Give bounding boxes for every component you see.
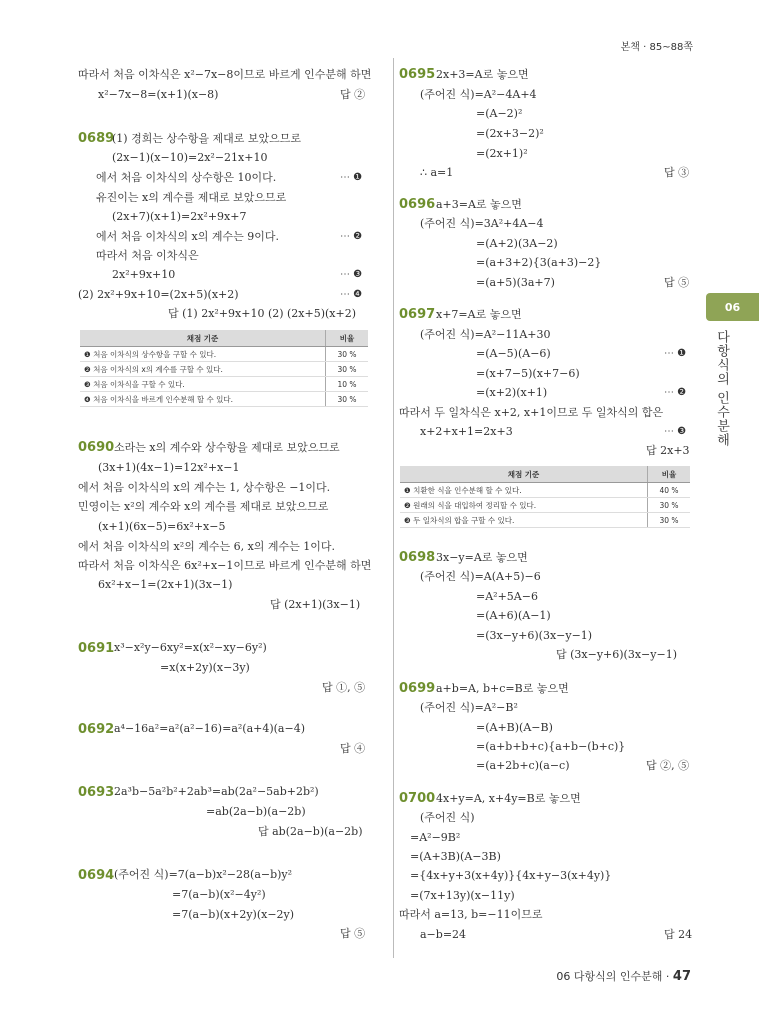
problem-number-0690: 0690	[78, 440, 115, 455]
table-header-criteria: 채점 기준	[80, 330, 326, 347]
p0691-line-2: =x(x+2y)(x−3y)	[160, 661, 250, 674]
p0689-answer: 답 (1) 2x²+9x+10 (2) (2x+5)(x+2)	[168, 307, 357, 320]
p0696-line-1: (주어진 식)=3A²+4A−4	[420, 217, 544, 230]
p0689-scoring-table	[80, 330, 368, 407]
p0689-marker-1: ⋯ ❶	[340, 172, 363, 183]
column-divider	[393, 58, 394, 958]
p0690-line-1: 소라는 x의 계수와 상수항을 제대로 보았으므로	[114, 441, 340, 454]
table-header-ratio: 비율	[648, 466, 691, 483]
p0690-answer: 답 (2x+1)(3x−1)	[270, 598, 361, 611]
p0700-line-3: =(A+3B)(A−3B)	[410, 850, 501, 863]
p0700-line-0: 4x+y=A, x+4y=B로 놓으면	[436, 792, 581, 805]
p0689-line-3: 에서 처음 이차식의 상수항은 10이다.	[96, 171, 277, 184]
p0691-answer: 답 ①, ⑤	[322, 681, 366, 694]
problem-number-0697: 0697	[399, 307, 436, 322]
problem-number-0698: 0698	[399, 550, 436, 565]
p0696-line-3: =(a+3+2){3(a+3)−2}	[476, 256, 602, 269]
p0697-answer: 답 2x+3	[646, 444, 690, 457]
p0690-line-4: 민영이는 x²의 계수와 x의 계수를 제대로 보았으므로	[78, 500, 329, 513]
problem-number-0694: 0694	[78, 868, 115, 883]
p0697-scoring-table	[400, 466, 690, 528]
p0699-answer: 답 ②, ⑤	[646, 759, 690, 772]
p0689-marker-2: ⋯ ❷	[340, 231, 363, 242]
problem-number-0693: 0693	[78, 785, 115, 800]
page-footer	[556, 968, 691, 984]
p0690-line-7: 따라서 처음 이차식은 6x²+x−1이므로 바르게 인수분해 하면	[78, 559, 372, 572]
p0689-line-2: (2x−1)(x−10)=2x²−21x+10	[112, 151, 268, 164]
p0692-line-1: a⁴−16a²=a²(a²−16)=a²(a+4)(a−4)	[114, 722, 305, 735]
chapter-title: 다항식의 인수분해	[714, 330, 729, 448]
p0699-line-4: =(a+2b+c)(a−c)	[476, 759, 570, 772]
p0694-answer: 답 ⑤	[340, 927, 366, 940]
p0689-line-4: 유진이는 x의 계수를 제대로 보았으므로	[96, 191, 287, 204]
p0696-line-4: =(a+5)(3a+7)	[476, 276, 555, 289]
p0690-line-2: (3x+1)(4x−1)=12x²+x−1	[98, 461, 240, 474]
p0689-marker-4: ⋯ ❹	[340, 289, 363, 300]
p0699-line-3: =(a+b+b+c){a+b−(b+c)}	[476, 740, 626, 753]
p0695-line-4: =(2x+1)²	[476, 147, 528, 160]
table-row: ❶ 치환한 식을 인수분해 할 수 있다. 40 %	[400, 483, 690, 498]
intro-line-2: x²−7x−8=(x+1)(x−8)	[98, 88, 219, 101]
footer-label: 06 다항식의 인수분해 ·	[556, 970, 670, 983]
p0695-line-2: =(A−2)²	[476, 107, 523, 120]
table-row: ❶ 처음 이차식의 상수항을 구할 수 있다. 30 %	[80, 347, 368, 362]
p0696-line-0: a+3=A로 놓으면	[436, 198, 522, 211]
p0691-line-1: x³−x²y−6xy²=x(x²−xy−6y²)	[114, 641, 267, 654]
p0692-answer: 답 ④	[340, 742, 366, 755]
p0700-line-7: a−b=24	[420, 928, 467, 941]
p0699-line-2: =(A+B)(A−B)	[476, 721, 553, 734]
problem-number-0696: 0696	[399, 197, 436, 212]
p0689-line-7: 따라서 처음 이차식은	[96, 249, 199, 262]
p0697-line-6: x+2+x+1=2x+3	[420, 425, 513, 438]
p0698-line-4: =(3x−y+6)(3x−y−1)	[476, 629, 593, 642]
p0697-line-4: =(x+2)(x+1)	[476, 386, 548, 399]
table-row: ❸ 처음 이차식을 구할 수 있다. 10 %	[80, 377, 368, 392]
p0700-line-1: (주어진 식)	[420, 811, 475, 824]
p0695-line-1: (주어진 식)=A²−4A+4	[420, 88, 537, 101]
p0697-line-5: 따라서 두 일차식은 x+2, x+1이므로 두 일차식의 합은	[399, 406, 664, 419]
p0693-answer: 답 ab(2a−b)(a−2b)	[258, 825, 363, 838]
p0696-line-2: =(A+2)(3A−2)	[476, 237, 558, 250]
p0699-line-1: (주어진 식)=A²−B²	[420, 701, 518, 714]
problem-number-0689: 0689	[78, 131, 115, 146]
p0695-line-0: 2x+3=A로 놓으면	[436, 68, 529, 81]
problem-number-0700: 0700	[399, 791, 436, 806]
p0698-answer: 답 (3x−y+6)(3x−y−1)	[556, 648, 677, 661]
p0693-line-1: 2a³b−5a²b²+2ab³=ab(2a²−5ab+2b²)	[114, 785, 319, 798]
p0689-line-6: 에서 처음 이차식의 x의 계수는 9이다.	[96, 230, 279, 243]
p0697-marker-2: ⋯ ❷	[664, 387, 687, 398]
page-number: 47	[672, 969, 691, 984]
p0700-line-4: ={4x+y+3(x+4y)}{4x+y−3(x+4y)}	[410, 869, 612, 882]
problem-number-0691: 0691	[78, 641, 115, 656]
p0690-line-5: (x+1)(6x−5)=6x²+x−5	[98, 520, 226, 533]
table-row: ❷ 원래의 식을 대입하여 정리할 수 있다. 30 %	[400, 498, 690, 513]
p0699-line-0: a+b=A, b+c=B로 놓으면	[436, 682, 569, 695]
chapter-tab: 06	[706, 293, 759, 321]
p0695-line-5: ∴ a=1	[420, 166, 454, 179]
p0697-line-3: =(x+7−5)(x+7−6)	[476, 367, 580, 380]
p0694-line-1: (주어진 식)=7(a−b)x²−28(a−b)y²	[114, 868, 293, 881]
p0697-marker-1: ⋯ ❶	[664, 348, 687, 359]
p0697-line-0: x+7=A로 놓으면	[436, 308, 522, 321]
problem-number-0699: 0699	[399, 681, 436, 696]
p0695-line-3: =(2x+3−2)²	[476, 127, 544, 140]
p0697-line-2: =(A−5)(A−6)	[476, 347, 551, 360]
p0689-line-8: 2x²+9x+10	[112, 268, 176, 281]
p0690-line-8: 6x²+x−1=(2x+1)(3x−1)	[98, 578, 233, 591]
p0689-line-5: (2x+7)(x+1)=2x²+9x+7	[112, 210, 247, 223]
p0689-line-9: (2) 2x²+9x+10=(2x+5)(x+2)	[78, 288, 239, 301]
p0700-line-2: =A²−9B²	[410, 831, 461, 844]
intro-answer: 답 ②	[340, 88, 366, 101]
p0689-line-1: (1) 경희는 상수항을 제대로 보았으므로	[112, 132, 301, 145]
p0700-line-6: 따라서 a=13, b=−11이므로	[399, 908, 543, 921]
p0690-line-3: 에서 처음 이차식의 x의 계수는 1, 상수항은 −1이다.	[78, 481, 331, 494]
p0700-answer: 답 24	[664, 928, 693, 941]
p0693-line-2: =ab(2a−b)(a−2b)	[206, 805, 306, 818]
table-row: ❷ 처음 이차식의 x의 계수를 구할 수 있다. 30 %	[80, 362, 368, 377]
intro-line-1: 따라서 처음 이차식은 x²−7x−8이므로 바르게 인수분해 하면	[78, 68, 372, 81]
table-row: ❸ 두 일차식의 합을 구할 수 있다. 30 %	[400, 513, 690, 528]
page-header: 본책 · 85~88쪽	[620, 42, 693, 53]
table-header-criteria: 채점 기준	[400, 466, 648, 483]
table-row: ❹ 처음 이차식을 바르게 인수분해 할 수 있다. 30 %	[80, 392, 368, 407]
table-header-ratio: 비율	[326, 330, 369, 347]
p0695-answer: 답 ③	[664, 166, 690, 179]
p0689-marker-3: ⋯ ❸	[340, 269, 363, 280]
p0694-line-3: =7(a−b)(x+2y)(x−2y)	[172, 908, 295, 921]
p0698-line-2: =A²+5A−6	[476, 590, 538, 603]
problem-number-0695: 0695	[399, 67, 436, 82]
problem-number-0692: 0692	[78, 722, 115, 737]
p0698-line-3: =(A+6)(A−1)	[476, 609, 551, 622]
p0697-line-1: (주어진 식)=A²−11A+30	[420, 328, 551, 341]
p0698-line-0: 3x−y=A로 놓으면	[436, 551, 528, 564]
p0700-line-5: =(7x+13y)(x−11y)	[410, 889, 515, 902]
p0698-line-1: (주어진 식)=A(A+5)−6	[420, 570, 541, 583]
p0697-marker-3: ⋯ ❸	[664, 426, 687, 437]
p0694-line-2: =7(a−b)(x²−4y²)	[172, 888, 266, 901]
p0696-answer: 답 ⑤	[664, 276, 690, 289]
p0690-line-6: 에서 처음 이차식의 x²의 계수는 6, x의 계수는 1이다.	[78, 540, 336, 553]
